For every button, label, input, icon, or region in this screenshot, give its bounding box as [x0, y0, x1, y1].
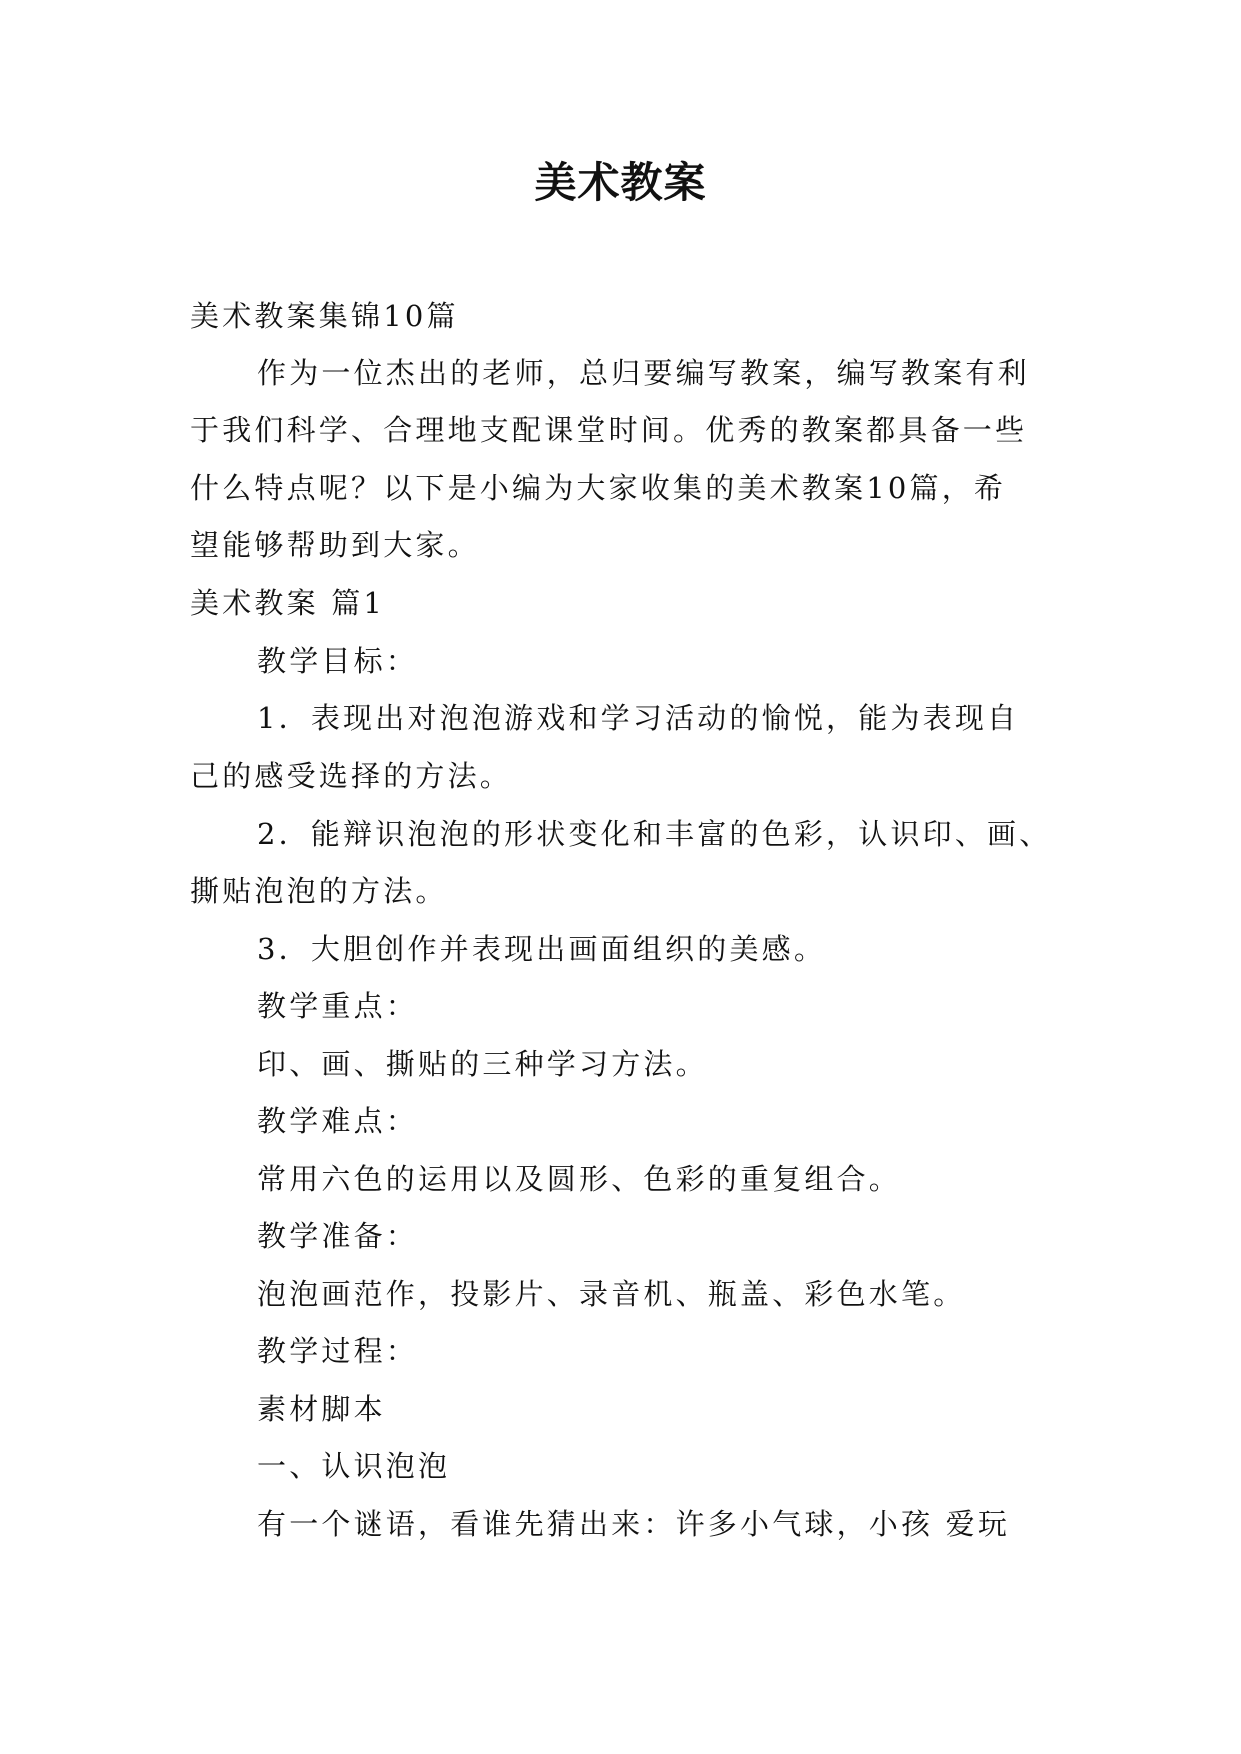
intro-paragraph-line: 于我们科学、合理地支配课堂时间。优秀的教案都具备一些	[190, 413, 1028, 447]
body-text: 印、画、撕贴的三种学习方法。	[257, 1047, 708, 1081]
step-heading: 一、认识泡泡	[257, 1449, 451, 1483]
page-title: 美术教案	[534, 158, 707, 207]
objective-item: 1．表现出对泡泡游戏和学习活动的愉悦，能为表现自	[257, 701, 1020, 735]
section-heading: 美术教案 篇1	[190, 586, 386, 620]
body-text: 有一个谜语，看谁先猜出来：许多小气球，小孩 爱玩	[257, 1507, 1011, 1541]
intro-paragraph-line: 望能够帮助到大家。	[190, 528, 480, 562]
subheading-preparation: 教学准备：	[257, 1219, 419, 1253]
intro-paragraph-line: 什么特点呢？以下是小编为大家收集的美术教案10篇，希	[190, 471, 1007, 505]
objective-item-continued: 己的感受选择的方法。	[190, 759, 513, 793]
subheading-process: 教学过程：	[257, 1334, 419, 1368]
subheading-key-points: 教学重点：	[257, 989, 419, 1023]
objective-item: 3．大胆创作并表现出画面组织的美感。	[257, 932, 827, 966]
intro-paragraph-line: 作为一位杰出的老师，总归要编写教案，编写教案有利	[257, 356, 1030, 390]
body-text: 素材脚本	[257, 1392, 386, 1426]
subheading-difficulties: 教学难点：	[257, 1104, 419, 1138]
body-text: 常用六色的运用以及圆形、色彩的重复组合。	[257, 1162, 902, 1196]
objective-item-continued: 撕贴泡泡的方法。	[190, 874, 448, 908]
body-text: 泡泡画范作，投影片、录音机、瓶盖、彩色水笔。	[257, 1277, 966, 1311]
collection-heading: 美术教案集锦10篇	[190, 299, 459, 333]
subheading-objectives: 教学目标：	[257, 644, 419, 678]
objective-item: 2．能辩识泡泡的形状变化和丰富的色彩，认识印、画、	[257, 817, 1052, 851]
